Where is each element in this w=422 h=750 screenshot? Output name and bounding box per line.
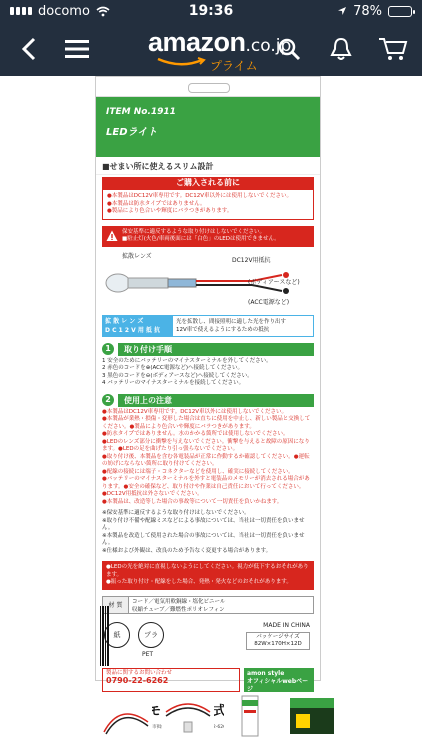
list-item: ●バッテリーのマイナスターミナルを外すと電装品のメモリーが消去される場合があります。●安全の確保など、取り付けや作業は自己責任において行ってください。●DC12V用抵抗は外さないでください。 <box>102 476 310 497</box>
image-thumbnails <box>100 692 338 740</box>
list-item: ※本製品を改造して使用された場合の事故については、当社は一切責任を負いません。 <box>102 532 305 546</box>
made-in-label: MADE IN CHINA <box>263 621 310 629</box>
package-size: パッケージサイズ 82W×170H×12D <box>246 632 310 650</box>
item-number: ITEM No.1911 <box>106 107 176 117</box>
list-item: ●本製品は、改造等した場合の事故等について一切責任を負いかねます。 <box>102 498 283 505</box>
cart-icon <box>378 36 408 62</box>
plastic-recycle-icon: プラ <box>138 622 164 648</box>
resistor-label: DC12V用抵抗 <box>232 256 271 264</box>
phone-box: 製品に関するお問い合わせ 0790-22-6262 <box>102 668 240 692</box>
pet-label: PET <box>142 650 154 658</box>
menu-icon <box>65 39 89 59</box>
status-bar <box>0 0 422 22</box>
back-icon <box>21 37 37 61</box>
ad-thumb-icon <box>286 692 338 740</box>
list-item: 2 赤色のコードを⊕(ACC電源など)へ接続してください。 <box>102 365 243 371</box>
amazon-logo[interactable]: amazon.co.jp プライム <box>148 27 292 73</box>
list-item: ●本製品が業熱・損傷・変形した場合は直ちに使用を中止し、新しい製品と交換してください。●製品により色合いや輝度にバラつきがあります。 <box>102 416 311 430</box>
company-address: 兵庫県竜野市揖保町2077-1 <box>129 724 187 730</box>
product-title: LEDライト <box>106 127 158 138</box>
notifications-button[interactable] <box>320 28 362 70</box>
package-card <box>95 76 321 730</box>
list-item: ●配線の接続には端子・コネクターなどを使用し、確実に接続してください。 <box>102 468 294 475</box>
warning-icon <box>106 230 118 242</box>
install-steps <box>102 358 314 388</box>
package-hanger <box>96 77 320 97</box>
parts-desc: 光を拡散し、間接照明に適した光を作り出す 12V車で使えるようにするための抵抗 <box>172 315 314 337</box>
battery-percent: 78% <box>353 3 382 19</box>
parts-legend <box>102 315 314 337</box>
install-heading: 1 取り付け手順 <box>102 343 314 356</box>
package-header <box>96 97 320 157</box>
contact-area <box>102 668 314 692</box>
caution-heading: 2 使用上の注意 <box>102 394 314 407</box>
prime-label: プライム <box>210 59 258 73</box>
list-item: ※仕様および外観は、改良のため予告なく変更する場合があります。 <box>102 547 272 554</box>
before-buy-box: ●本製品はDC12V車専用です。DC12V車以外には使用しないでください。 ●本製品は防水タイプではありません。 ●製品により色合いや輝度にバラつきがあります。 <box>102 189 314 220</box>
cart-button[interactable] <box>372 28 414 70</box>
acc-label: (ACC電源など) <box>248 298 290 306</box>
list-item: 3 黒色のコードを⊖(ボディアースなど)へ接続してください。 <box>102 372 253 379</box>
bell-icon <box>330 36 352 62</box>
caution-list <box>102 409 314 507</box>
lens-label: 拡散レンズ <box>122 252 152 260</box>
led-diagram <box>102 251 314 315</box>
barcode-icon <box>100 606 110 666</box>
parts-tag: 拡 散 レ ン ズ D C 1 2 V 用 抵 抗 <box>102 315 172 337</box>
search-icon <box>277 37 301 61</box>
list-item: ●本製品はDC12V車専用です。DC12V車以外には使用しないでください。 <box>102 408 288 415</box>
recycle-marks <box>102 620 314 664</box>
led-thumb-icon <box>162 692 214 740</box>
material-table: 材 質 コード／電気用軟銅線・塩化ビニール 収縮チューブ／難燃性ポリオレフィン <box>102 596 314 614</box>
menu-button[interactable] <box>56 28 98 70</box>
wifi-icon <box>96 6 110 17</box>
back-button[interactable] <box>8 28 50 70</box>
list-item: 4 バッテリーのマイナスターミナルを接続してください。 <box>102 380 245 386</box>
list-item: 1 安全のためにバッテリーのマイナスターミナルを外してください。 <box>102 357 272 364</box>
list-item: ●防水タイプではありません。水のかかる箇所では使用しないでください。 <box>102 431 289 437</box>
search-button[interactable] <box>268 28 310 70</box>
amon-style-badge: amon style オフィシャルwebページ <box>244 668 314 692</box>
list-item: ●取り付け後、本製品を含む各電装品が正常に作動するか確認してください。●運転の妨げにならない箇所に取り付けてください。 <box>102 453 310 467</box>
thumbnail-ad[interactable] <box>286 692 338 740</box>
thumbnail-led[interactable] <box>162 692 214 740</box>
smile-arrow-icon <box>156 57 206 67</box>
signal-icon <box>10 7 32 15</box>
clock: 19:36 <box>188 3 234 19</box>
wire-thumb-icon <box>100 692 152 740</box>
slim-tagline: ■せまい所に使えるスリム設計 <box>96 157 320 175</box>
before-buy-heading: ご購入される前に <box>102 177 314 189</box>
top-bar <box>0 0 422 76</box>
list-item: ※保安基準に適反するような取り付けはしないでください。 <box>102 510 250 516</box>
thumbnail-wire[interactable] <box>100 692 152 740</box>
list-item: ●LEDのレンズ部分に衝撃を与えないでください。衝撃を与えると故障の原因になります。●LEDの足を曲げたり引っ張らないでください。 <box>102 438 310 452</box>
body-earth-label: (ボディアースなど) <box>248 278 300 286</box>
notes-list <box>102 510 314 555</box>
danger-box: ●LEDの光を絶対に直視しないようにしてください。視力が低下するおそれがあります。 ●振った取り付け・配線をした場合、発熱・発火などのおそれがあります。 <box>102 561 314 590</box>
battery-icon <box>388 6 412 17</box>
nav-bar <box>0 22 422 76</box>
carrier-label: docomo <box>38 3 90 19</box>
paper-recycle-icon: 紙 <box>104 622 130 648</box>
list-item: ※取り付け不備や配線ミスなどによる事故については、当社は一切責任を負いません。 <box>102 517 305 531</box>
product-image[interactable] <box>0 76 422 750</box>
thumbnail-package[interactable] <box>224 692 276 740</box>
package-thumb-icon <box>224 692 276 740</box>
warning-box: 保安基準に適反するような取り付けはしないでください。 ■駐止灯(火色/車両後面には「白色」のLEDは使用できません。 <box>102 226 314 247</box>
location-icon <box>337 6 347 16</box>
